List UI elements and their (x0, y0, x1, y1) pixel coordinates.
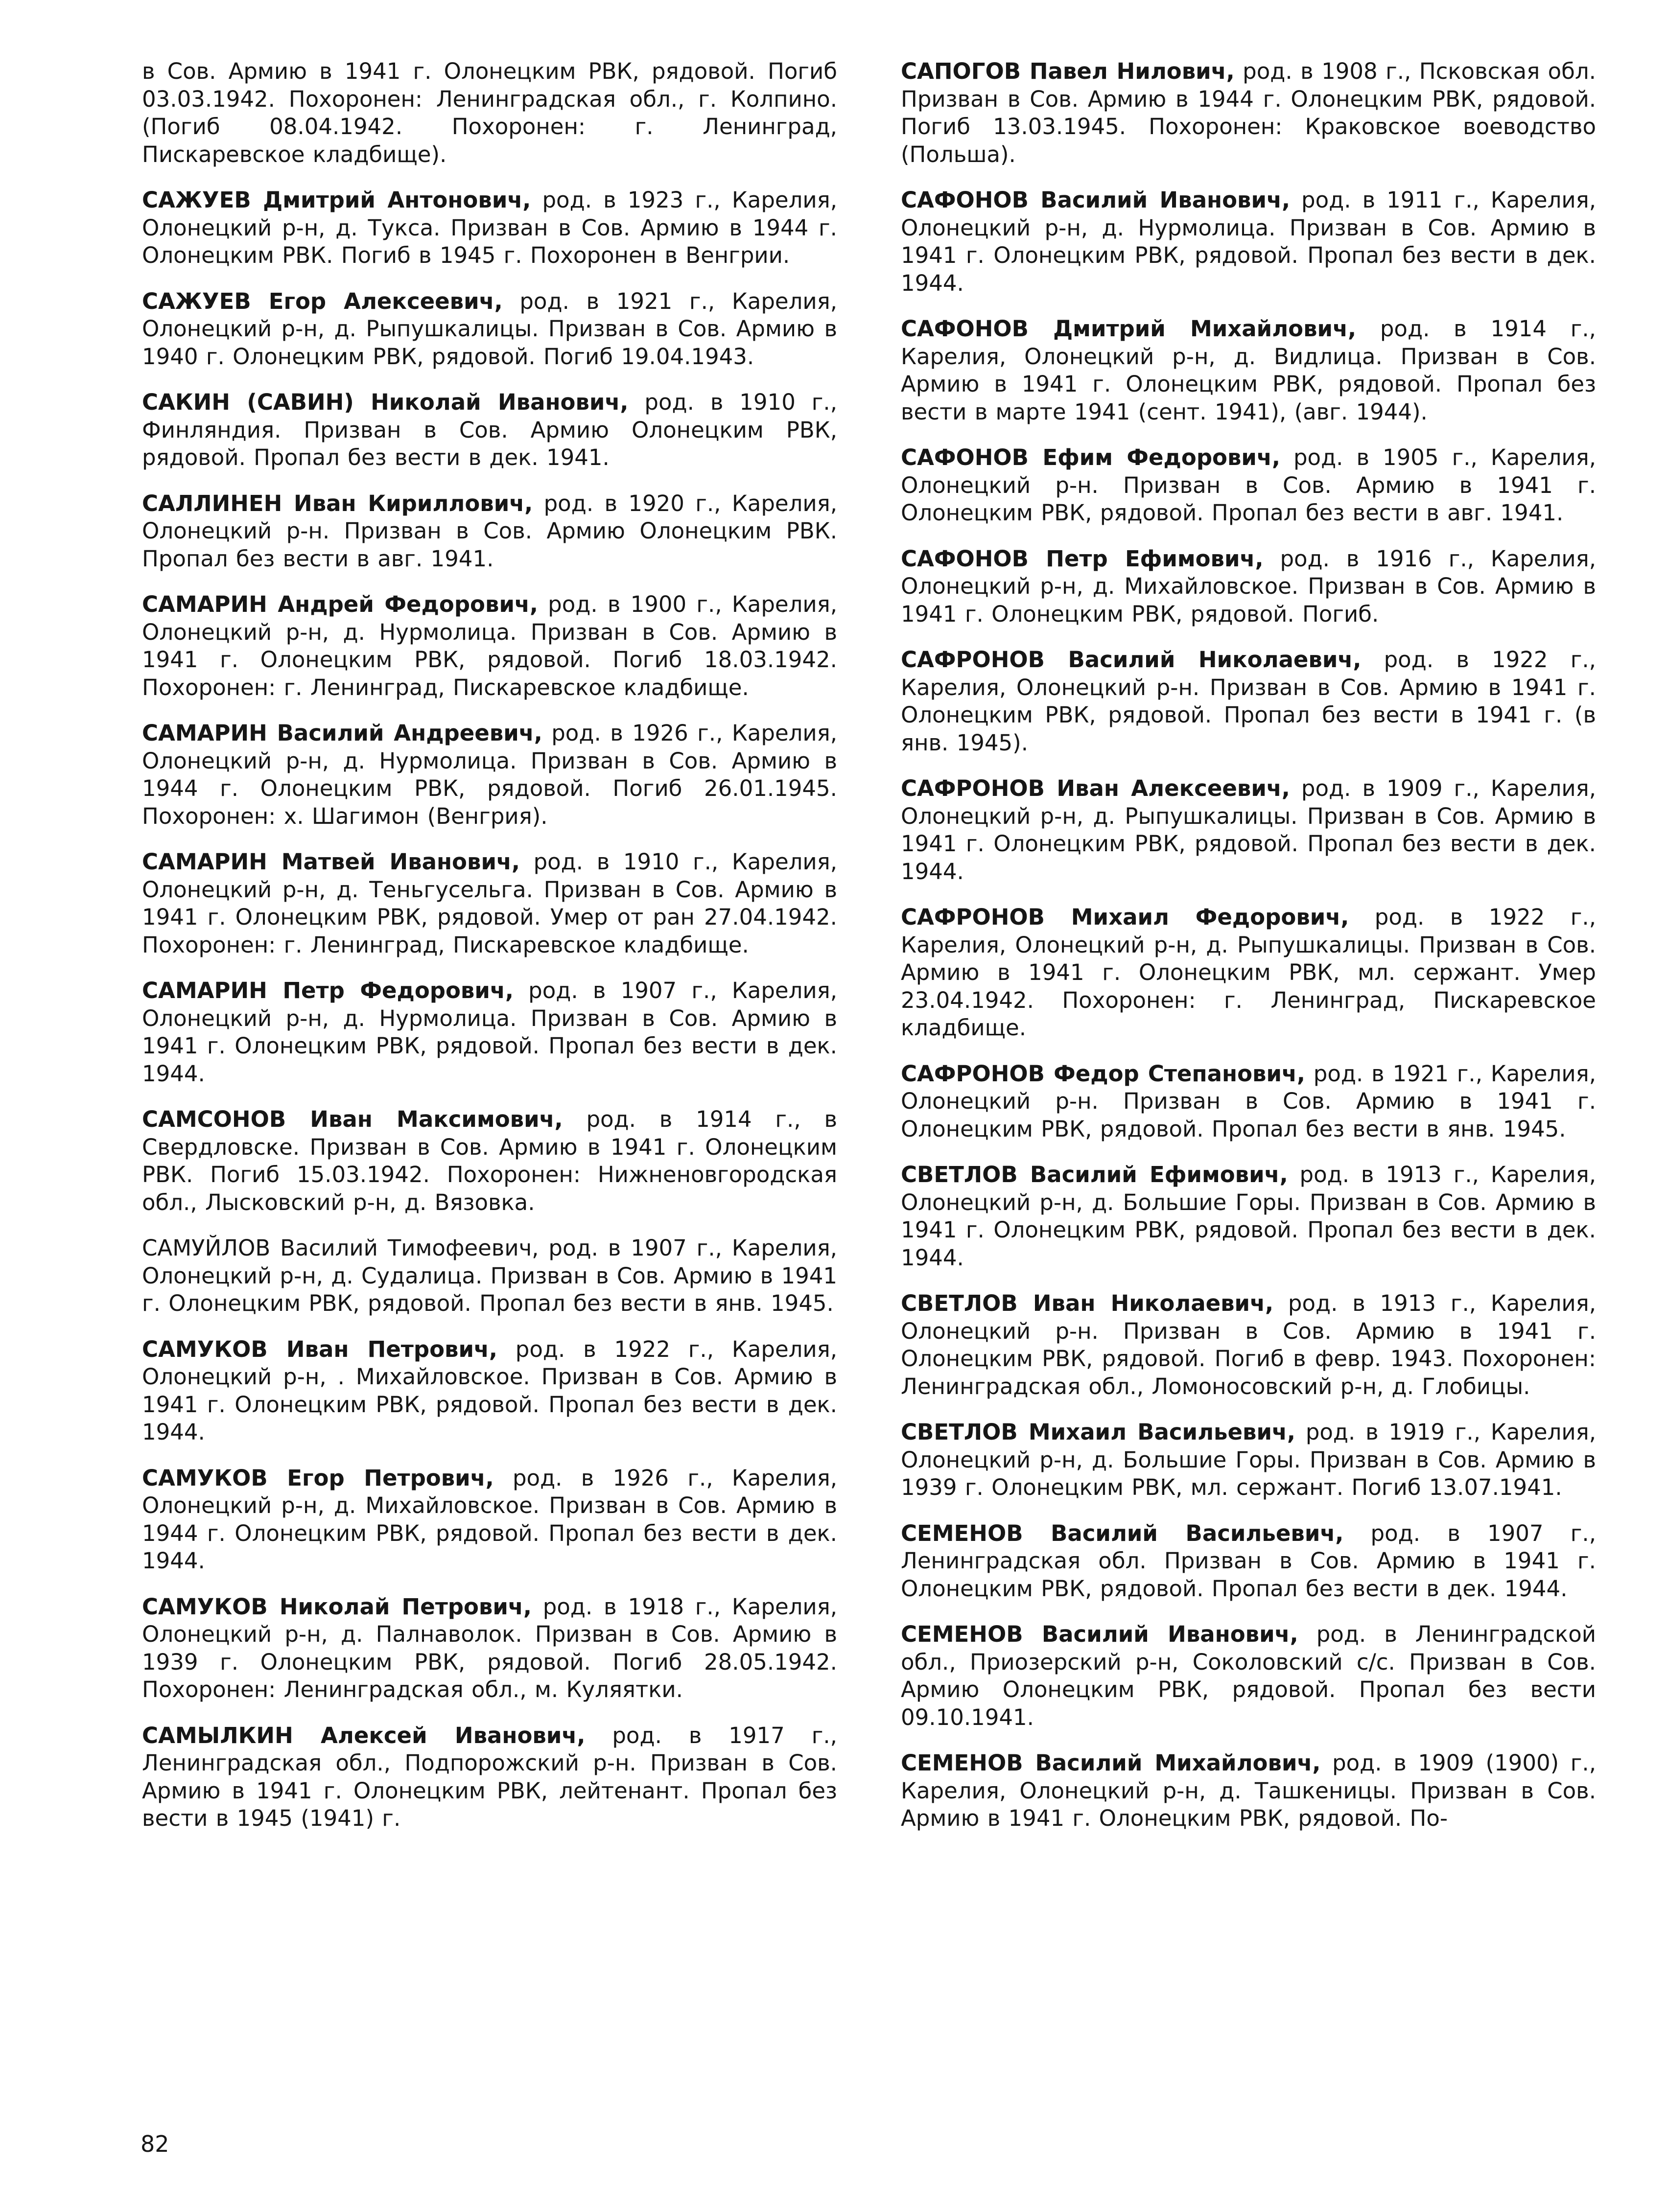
entry-safronov-mikhail: САФРОНОВ Михаил Федорович, род. в 1922 г., Карелия, Олонецкий р-н, д. Рыпушкалицы. Призван в Сов. Армию в 1941 г. Олонецким РВК, мл. сержант. Умер 23.04.1942. Похоронен: г. Ленинград, Пискаревское кладбище. (901, 904, 1596, 1041)
entry-samukov-egor: САМУКОВ Егор Петрович, род. в 1926 г., Карелия, Олонецкий р-н, д. Михайловское. Призван в Сов. Армию в 1944 г. Олонецким РВК, рядовой. Пропал без вести в дек. 1944. (142, 1465, 838, 1574)
entry-samarin-andrei: САМАРИН Андрей Федорович, род. в 1900 г., Карелия, Олонецкий р-н, д. Нурмолица. Призван в Сов. Армию в 1941 г. Олонецким РВК, рядовой. Погиб 18.03.1942. Похоронен: г. Ленинград, Пискаревское кладбище. (142, 591, 837, 700)
entry-safonov-vasily: САФОНОВ Василий Иванович, род. в 1911 г., Карелия, Олонецкий р-н, д. Нурмолица. Призван в Сов. Армию в 1941 г. Олонецким РВК, рядовой. Пропал без вести в дек. 1944. (901, 187, 1596, 296)
entry-safonov-efim: САФОНОВ Ефим Федорович, род. в 1905 г., Карелия, Олонецкий р-н. Призван в Сов. Армию в 1941 г. Олонецким РВК, рядовой. Пропал без вести в авг. 1941. (901, 444, 1597, 526)
entry-semenov-vasily-ivanovich: СЕМЕНОВ Василий Иванович, род. в Ленинградской обл., Приозерский р-н, Соколовский с/с. Призван в Сов. Армию Олонецким РВК, рядовой. Пропал без вести 09.10.1941. (901, 1621, 1597, 1730)
entry-samukov-ivan: САМУКОВ Иван Петрович, род. в 1922 г., Карелия, Олонецкий р-н, . Михайловское. Призван в Сов. Армию в 1941 г. Олонецким РВК, рядовой. Пропал без вести в дек. 1944. (142, 1336, 838, 1445)
entry-svetlov-vasily: СВЕТЛОВ Василий Ефимович, род. в 1913 г., Карелия, Олонецкий р-н, д. Большие Горы. Призван в Сов. Армию в 1941 г. Олонецким РВК, рядовой. Пропал без вести в дек. 1944. (901, 1162, 1597, 1271)
entry-sazhuev-egor: САЖУЕВ Егор Алексеевич, род. в 1921 г., Карелия, Олонецкий р-н, д. Рыпушкалицы. Призван в Сов. Армию в 1940 г. Олонецким РВК, рядовой. Погиб 19.04.1943. (142, 288, 838, 370)
entry-safronov-ivan: САФРОНОВ Иван Алексеевич, род. в 1909 г., Карелия, Олонецкий р-н, д. Рыпушкалицы. Призван в Сов. Армию в 1941 г. Олонецким РВК, рядовой. Пропал без вести в дек. 1944. (901, 775, 1596, 885)
entry-samarin-vasily: САМАРИН Василий Андреевич, род. в 1926 г., Карелия, Олонецкий р-н, д. Нурмолица. Призван в Сов. Армию в 1944 г. Олонецким РВК, рядовой. Погиб 26.01.1945. Похоронен: х. Шагимон (Венгрия). (142, 720, 838, 829)
entry-samarin-petr: САМАРИН Петр Федорович, род. в 1907 г., Карелия, Олонецкий р-н, д. Нурмолица. Призван в Сов. Армию в 1941 г. Олонецким РВК, рядовой. Пропал без вести в дек. 1944. (142, 978, 837, 1087)
entry-samylkin-aleksei: САМЫЛКИН Алексей Иванович, род. в 1917 г., Ленинградская обл., Подпорожский р-н. Призван в Сов. Армию в 1941 г. Олонецким РВК, лейтенант. Пропал без вести в 1945 (1941) г. (142, 1722, 837, 1831)
entry-samuilov-vasily: САМУЙЛОВ Василий Тимофеевич, род. в 1907 г., Карелия, Олонецкий р-н, д. Судалица. Призван в Сов. Армию в 1941 г. Олонецким РВК, рядовой. Пропал без вести в янв. 1945. (142, 1235, 837, 1316)
entry-sazhuev-dmitry: САЖУЕВ Дмитрий Антонович, род. в 1923 г., Карелия, Олонецкий р-н, д. Тукса. Призван в Сов. Армию в 1944 г. Олонецким РВК. Погиб в 1945 г. Похоронен в Венгрии. (142, 187, 838, 268)
entry-safonov-petr: САФОНОВ Петр Ефимович, род. в 1916 г., Карелия, Олонецкий р-н, д. Михайловское. Призван в Сов. Армию в 1941 г. Олонецким РВК, рядовой. Погиб. (901, 545, 1597, 627)
page-number: 82 (141, 2131, 169, 2157)
entry-sakin-nikolai: САКИН (САВИН) Николай Иванович, род. в 1910 г., Финляндия. Призван в Сов. Армию Олонецким РВК, рядовой. Пропал без вести в дек. 1941. (142, 389, 838, 470)
left-column (142, 58, 837, 1851)
right-column (901, 58, 1596, 1851)
entry-safronov-fedor: САФРОНОВ Федор Степанович, род. в 1921 г., Карелия, Олонецкий р-н. Призван в Сов. Армию в 1941 г. Олонецким РВК, рядовой. Пропал без вести в янв. 1945. (901, 1060, 1597, 1142)
entry-svetlov-ivan: СВЕТЛОВ Иван Николаевич, род. в 1913 г., Карелия, Олонецкий р-н. Призван в Сов. Армию в 1941 г. Олонецким РВК, рядовой. Погиб в февр. 1943. Похоронен: Ленинградская обл., Ломоносовский р-н, д. Глобицы. (901, 1290, 1597, 1399)
entry-samukov-nikolai: САМУКОВ Николай Петрович, род. в 1918 г., Карелия, Олонецкий р-н, д. Палнаволок. Призван в Сов. Армию в 1939 г. Олонецким РВК, рядовой. Погиб 28.05.1942. Похоронен: Ленинградская обл., м. Куляятки. (142, 1593, 838, 1702)
entry-sapogov-pavel: САПОГОВ Павел Нилович, род. в 1908 г., Псковская обл. Призван в Сов. Армию в 1944 г. Олонецким РВК, рядовой. Погиб 13.03.1945. Похоронен: Краковское воеводство (Польша). (901, 58, 1596, 167)
entry-continuation: в Сов. Армию в 1941 г. Олонецким РВК, рядовой. Погиб 03.03.1942. Похоронен: Ленинградская обл., г. Колпино. (Погиб 08.04.1942. Похоронен: г. Ленинград, Пискаревское кладбище). (142, 58, 837, 167)
entry-semenov-vasily-mikhailovich: СЕМЕНОВ Василий Михайлович, род. в 1909 (1900) г., Карелия, Олонецкий р-н, д. Ташкеницы. Призван в Сов. Армию в 1941 г. Олонецким РВК, рядовой. По- (901, 1750, 1597, 1831)
entry-sallinen-ivan: САЛЛИНЕН Иван Кириллович, род. в 1920 г., Карелия, Олонецкий р-н. Призван в Сов. Армию Олонецким РВК. Пропал без вести в авг. 1941. (142, 490, 838, 572)
entry-samarin-matvei: САМАРИН Матвей Иванович, род. в 1910 г., Карелия, Олонецкий р-н, д. Теньгусельга. Призван в Сов. Армию в 1941 г. Олонецким РВК, рядовой. Умер от ран 27.04.1942. Похоронен: г. Ленинград, Пискаревское кладбище. (142, 849, 838, 958)
entry-samsonov-ivan: САМСОНОВ Иван Максимович, род. в 1914 г., в Свердловске. Призван в Сов. Армию в 1941 г. Олонецким РВК. Погиб 15.03.1942. Похоронен: Нижненовгородская обл., Лысковский р-н, д. Вязовка. (142, 1106, 837, 1215)
entry-safronov-vasily: САФРОНОВ Василий Николаевич, род. в 1922 г., Карелия, Олонецкий р-н. Призван в Сов. Армию в 1941 г. Олонецким РВК, рядовой. Пропал без вести в 1941 г. (в янв. 1945). (901, 647, 1596, 756)
entry-semenov-vasily-vasilievich: СЕМЕНОВ Василий Васильевич, род. в 1907 г., Ленинградская обл. Призван в Сов. Армию в 1941 г. Олонецким РВК, рядовой. Пропал без вести в дек. 1944. (901, 1520, 1596, 1602)
entry-safonov-dmitry: САФОНОВ Дмитрий Михайлович, род. в 1914 г., Карелия, Олонецкий р-н, д. Видлица. Призван в Сов. Армию в 1941 г. Олонецким РВК, рядовой. Пропал без вести в марте 1941 (сент. 1941), (авг. 1944). (901, 316, 1596, 425)
entry-svetlov-mikhail: СВЕТЛОВ Михаил Васильевич, род. в 1919 г., Карелия, Олонецкий р-н, д. Большие Горы. Призван в Сов. Армию в 1939 г. Олонецким РВК, мл. сержант. Погиб 13.07.1941. (901, 1419, 1596, 1500)
